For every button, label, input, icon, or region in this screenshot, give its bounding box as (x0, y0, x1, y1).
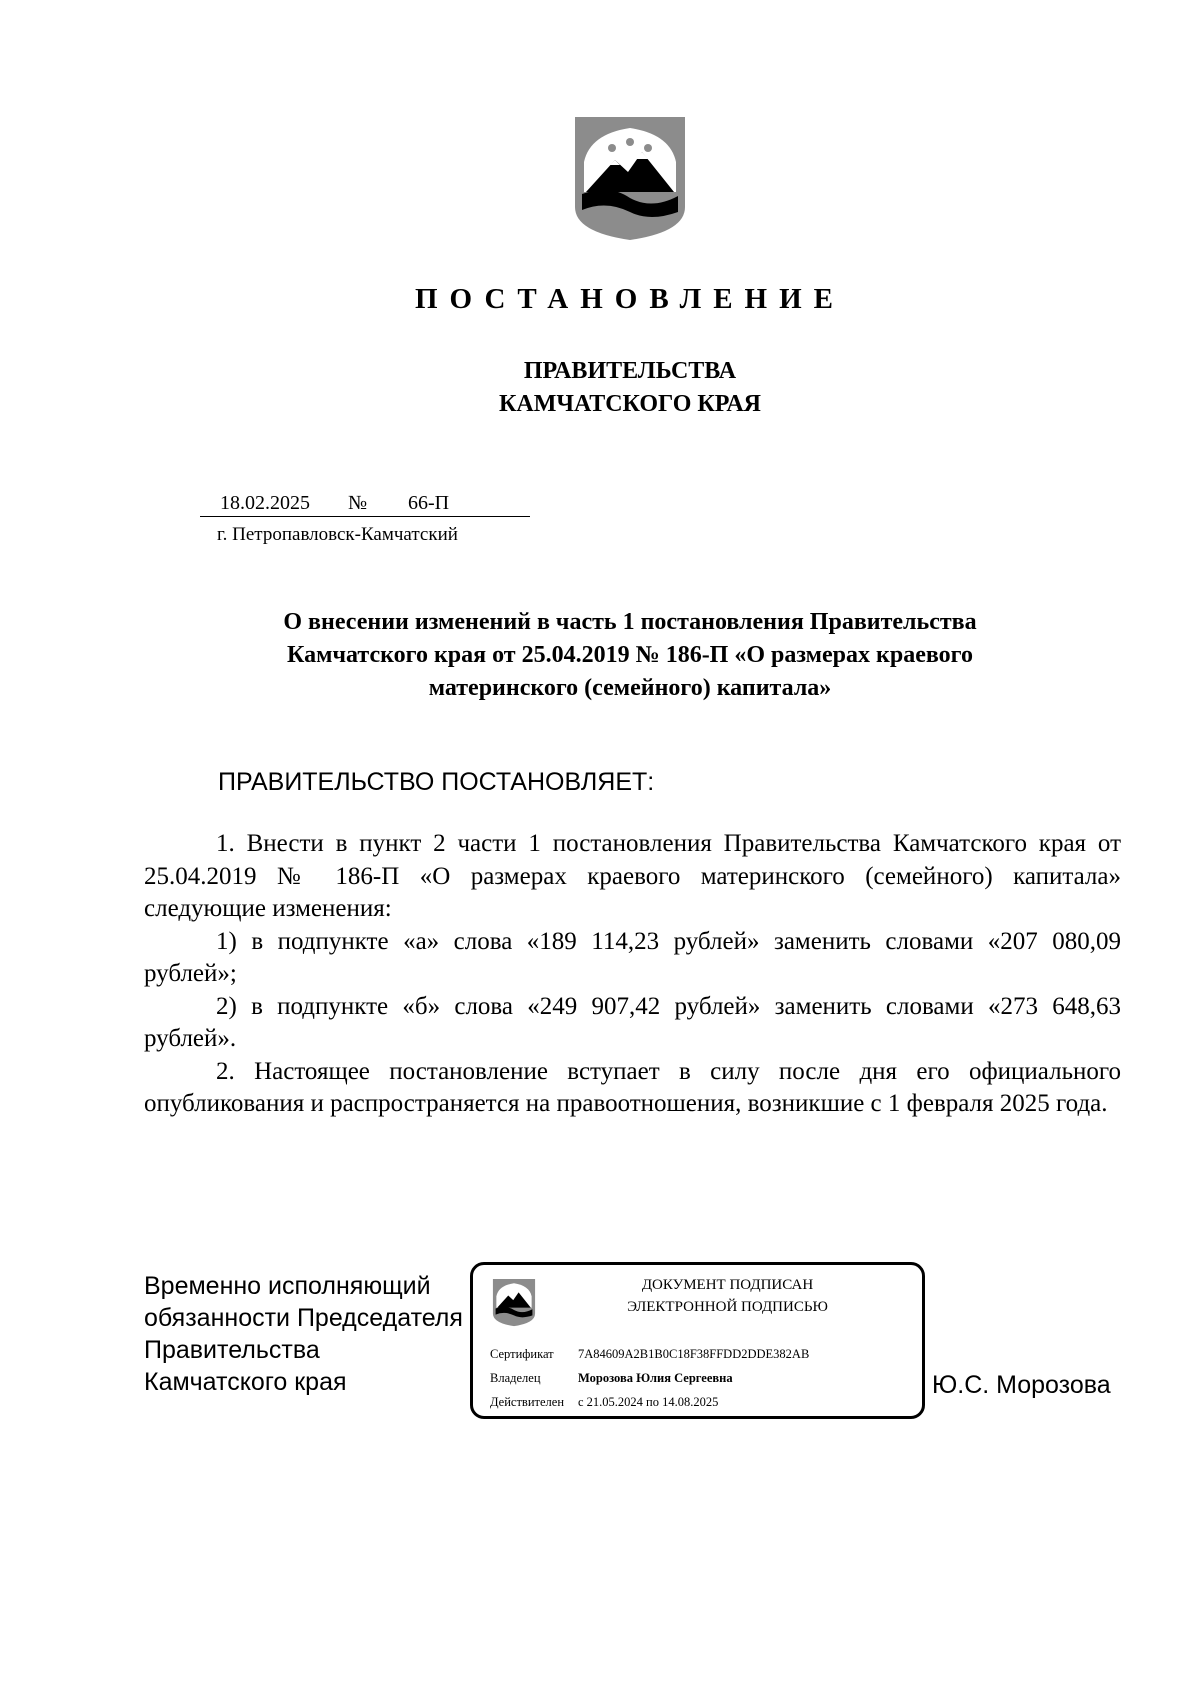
document-subject (150, 606, 1110, 705)
subject-line-2: Камчатского края от 25.04.2019 № 186-П «О размерах краевого (287, 642, 973, 668)
signer-name: Ю.С. Морозова (932, 1371, 1111, 1399)
stamp-heading-2: ЭЛЕКТРОННОЙ ПОДПИСЬЮ (627, 1299, 828, 1315)
number-sign: № (348, 492, 368, 514)
document-date: 18.02.2025 (220, 492, 310, 514)
document-title: ПОСТАНОВЛЕНИЕ (414, 283, 845, 315)
position-line: Временно исполняющий (144, 1272, 431, 1300)
resolution-heading: ПРАВИТЕЛЬСТВО ПОСТАНОВЛЯЕТ: (218, 768, 655, 796)
paragraph-1-sub-b: 2) в подпункте «б» слова «249 907,42 рублей» заменить словами «273 648,63 рублей». (144, 992, 1121, 1052)
position-line: обязанности Председателя (144, 1304, 463, 1332)
paragraph-2: 2. Настоящее постановление вступает в силу после дня его официального опубликования и распространяется на правоотношения, возникшие с 1 февраля 2025 года. (144, 1057, 1121, 1117)
cert-label: Сертификат (490, 1347, 554, 1361)
owner-value: Морозова Юлия Сергеевна (578, 1371, 733, 1385)
stamp-heading-1: ДОКУМЕНТ ПОДПИСАН (641, 1277, 814, 1293)
org-line-1: ПРАВИТЕЛЬСТВА (523, 358, 737, 384)
cert-value: 7A84609A2B1B0C18F38FFDD2DDE382AB (578, 1347, 810, 1361)
org-line-2: КАМЧАТСКОГО КРАЯ (498, 391, 762, 417)
stamp-certificate-row (490, 1347, 809, 1362)
subject-line-1: О внесении изменений в часть 1 постановления Правительства (283, 609, 977, 635)
paragraph-1: 1. Внести в пункт 2 части 1 постановления Правительства Камчатского края от 25.04.2019 № 186-П «О размерах краевого материнского (семейного) капитала» следующие изменения: (144, 830, 1121, 922)
stamp-validity-row (490, 1395, 718, 1410)
subject-line-3: материнского (семейного) капитала» (428, 675, 832, 701)
owner-label: Владелец (490, 1371, 541, 1385)
document-body (144, 828, 1121, 1121)
issuing-authority (0, 355, 1200, 421)
valid-label: Действителен (490, 1395, 565, 1409)
document-number: 66-П (408, 492, 450, 514)
date-number-line (200, 492, 530, 522)
signatory-position (144, 1270, 463, 1398)
electronic-signature-stamp (470, 1262, 925, 1419)
stamp-owner-row (490, 1371, 733, 1386)
kamchatka-coat-of-arms-icon (570, 112, 690, 242)
position-line: Правительства (144, 1336, 320, 1364)
city-of-issue: г. Петропавловск-Камчатский (217, 524, 458, 545)
position-line: Камчатского края (144, 1368, 347, 1396)
date-underline (200, 516, 530, 517)
valid-value: с 21.05.2024 по 14.08.2025 (578, 1395, 719, 1409)
paragraph-1-sub-a: 1) в подпункте «а» слова «189 114,23 рублей» заменить словами «207 080,09 рублей»; (144, 927, 1121, 987)
